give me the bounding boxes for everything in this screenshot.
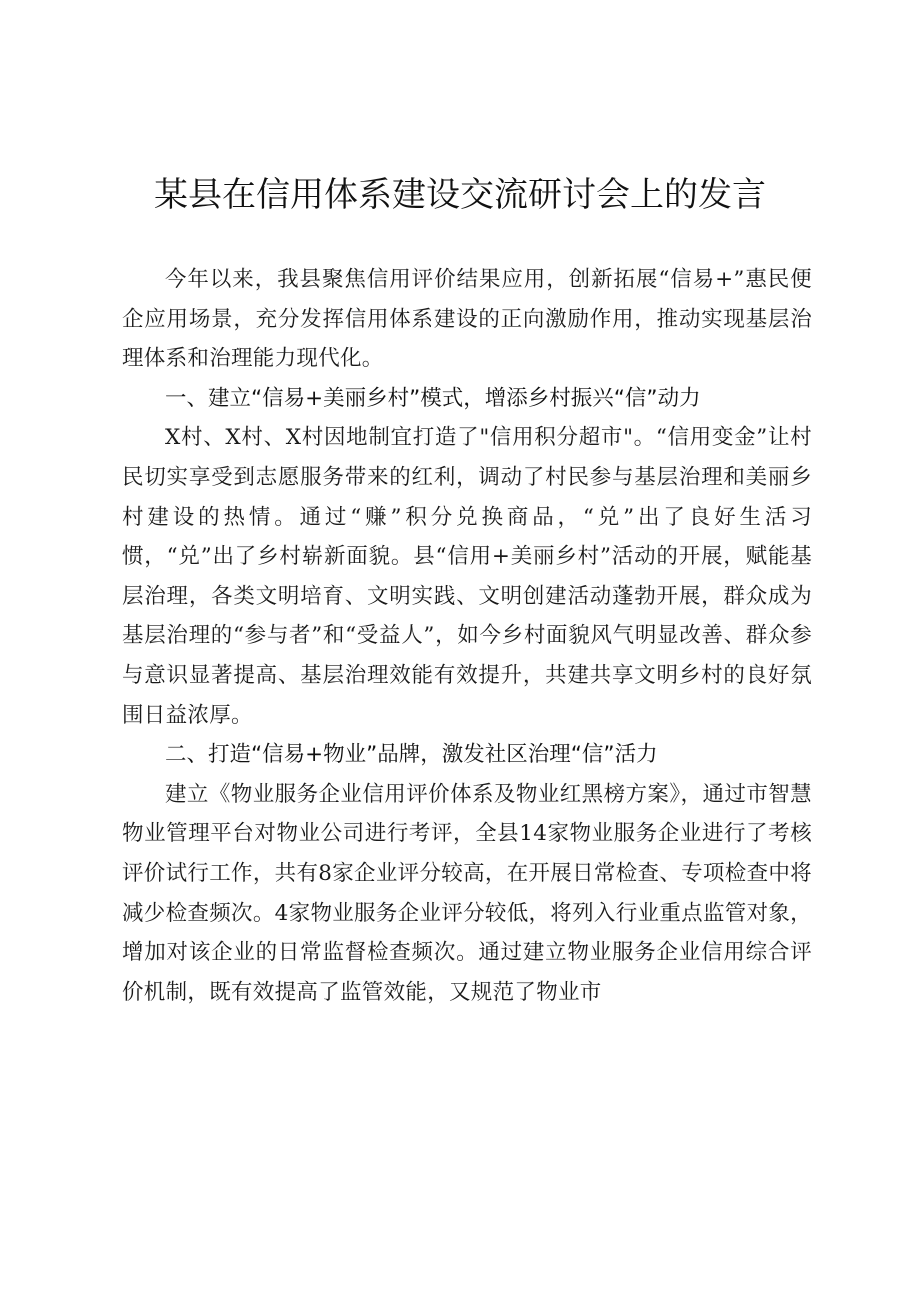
document-title: 某县在信用体系建设交流研讨会上的发言 xyxy=(154,175,766,215)
document-body xyxy=(122,260,812,1012)
section-2-heading: 二、打造“信易+物业”品牌，激发社区治理“信”活力 xyxy=(165,742,658,768)
section-1-body: X村、X村、X村因地制宜打造了"信用积分超市"。“信用变金”让村民切实享受到志愿服务带来的红利，调动了村民参与基层治理和美丽乡村建设的热情。通过“赚”积分兑换商品，“兑”出了良好生活习惯，“兑”出了乡村崭新面貌。县“信用+美丽乡村”活动的开展，赋能基层治理，各类文明培育、文明实践、文明创建活动蓬勃开展，群众成为基层治理的“参与者”和“受益人”，如今乡村面貌风气明显改善、群众参与意识显著提高、基层治理效能有效提升，共建共享文明乡村的良好氛围日益浓厚。 xyxy=(122,425,812,728)
section-1-heading: 一、建立“信易+美丽乡村”模式，增添乡村振兴“信”动力 xyxy=(165,385,701,411)
section-2-body: 建立《物业服务企业信用评价体系及物业红黑榜方案》，通过市智慧物业管理平台对物业公司进行考评，全县14家物业服务企业进行了考核评价试行工作，共有8家企业评分较高，在开展日常检查、专项检查中将减少检查频次。4家物业服务企业评分较低，将列入行业重点监管对象，增加对该企业的日常监督检查频次。通过建立物业服务企业信用综合评价机制，既有效提高了监管效能，又规范了物业市 xyxy=(122,781,812,1005)
intro-paragraph: 今年以来，我县聚焦信用评价结果应用，创新拓展“信易+”惠民便企应用场景，充分发挥信用体系建设的正向激励作用，推动实现基层治理体系和治理能力现代化。 xyxy=(122,267,812,372)
